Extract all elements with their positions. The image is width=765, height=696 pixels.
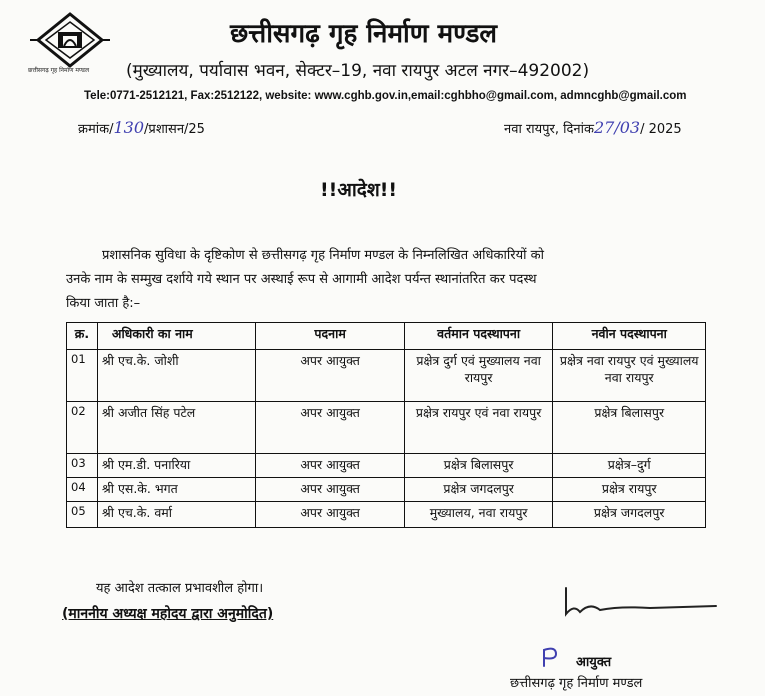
table-row (67, 402, 706, 454)
reference-date (504, 118, 682, 137)
table-row (67, 454, 706, 478)
cell-current-posting: प्रक्षेत्र बिलासपुर (404, 454, 553, 478)
order-heading: !!आदेश!! (320, 179, 398, 201)
body-line-3: किया जाता है:– (66, 296, 141, 311)
transfer-table (66, 322, 706, 528)
table-row (67, 502, 706, 528)
cell-serial: 02 (67, 402, 98, 454)
signature-icon (560, 584, 720, 620)
cell-current-posting: मुख्यालय, नवा रायपुर (404, 502, 553, 528)
cell-current-posting: प्रक्षेत्र जगदलपुर (404, 478, 553, 502)
cell-officer-name: श्री एच.के. वर्मा (97, 502, 256, 528)
cell-designation: अपर आयुक्त (256, 402, 404, 454)
table-row (67, 478, 706, 502)
cell-current-posting: प्रक्षेत्र दुर्ग एवं मुख्यालय नवा रायपुर (404, 350, 553, 402)
logo-caption: छत्तीसगढ़ गृह निर्माण मण्डल (28, 67, 90, 74)
cell-officer-name: श्री अजीत सिंह पटेल (97, 402, 256, 454)
date-day: 27 (593, 118, 615, 137)
cell-serial: 03 (67, 454, 98, 478)
cell-new-posting: प्रक्षेत्र जगदलपुर (553, 502, 706, 528)
cell-officer-name: श्री एच.के. जोशी (97, 350, 256, 402)
cell-new-posting: प्रक्षेत्र रायपुर (553, 478, 706, 502)
initial-mark-icon (538, 646, 562, 668)
cell-serial: 01 (67, 350, 98, 402)
date-month: 03 (619, 118, 641, 137)
signatory-title: आयुक्त (576, 655, 612, 670)
approval-note: (माननीय अध्यक्ष महोदय द्वारा अनुमोदित) (62, 606, 274, 622)
order-body (66, 244, 706, 316)
date-year: / 2025 (640, 122, 682, 137)
organization-address: (मुख्यालय, पर्यावास भवन, सेक्टर–19, नवा रायपुर अटल नगर–492002) (126, 61, 590, 81)
column-header-officer-name: अधिकारी का नाम (97, 323, 256, 350)
column-header-designation: पदनाम (256, 323, 404, 350)
body-line-2: उनके नाम के सम्मुख दर्शाये गये स्थान पर अस्थाई रूप से आगामी आदेश पर्यन्त स्थानांतरित कर पदस्थ (66, 272, 537, 287)
cell-current-posting: प्रक्षेत्र रायपुर एवं नवा रायपुर (404, 402, 553, 454)
date-separator: / (614, 118, 620, 137)
cell-officer-name: श्री एम.डी. पनारिया (97, 454, 256, 478)
effective-note: यह आदेश तत्काल प्रभावशील होगा। (96, 581, 264, 596)
column-header-current-posting: वर्तमान पदस्थापना (404, 323, 553, 350)
cell-new-posting: प्रक्षेत्र बिलासपुर (553, 402, 706, 454)
cell-designation: अपर आयुक्त (256, 502, 404, 528)
date-prefix: नवा रायपुर, दिनांक (504, 122, 594, 137)
reference-prefix: क्रमांक/ (78, 122, 114, 137)
cell-serial: 05 (67, 502, 98, 528)
reference-number (78, 118, 205, 137)
cell-new-posting: प्रक्षेत्र नवा रायपुर एवं मुख्यालय नवा रायपुर (553, 350, 706, 402)
cell-new-posting: प्रक्षेत्र–दुर्ग (553, 454, 706, 478)
cghb-logo-icon (28, 12, 112, 72)
cell-designation: अपर आयुक्त (256, 350, 404, 402)
table-row (67, 350, 706, 402)
reference-suffix: /प्रशासन/25 (144, 122, 205, 137)
cell-designation: अपर आयुक्त (256, 454, 404, 478)
table-header-row (67, 323, 706, 350)
reference-handwritten-number: 130 (113, 118, 145, 137)
body-line-1: प्रशासनिक सुविधा के दृष्टिकोण से छत्तीसगढ़ गृह निर्माण मण्डल के निम्नलिखित अधिकारियों को (102, 248, 544, 263)
signatory-organization: छत्तीसगढ़ गृह निर्माण मण्डल (510, 676, 643, 691)
column-header-serial: क्र. (67, 323, 98, 350)
column-header-new-posting: नवीन पदस्थापना (553, 323, 706, 350)
cell-designation: अपर आयुक्त (256, 478, 404, 502)
organization-name: छत्तीसगढ़ गृह निर्माण मण्डल (230, 19, 498, 49)
cell-serial: 04 (67, 478, 98, 502)
organization-contact: Tele:0771-2512121, Fax:2512122, website: www.cghb.gov.in,email:cghbho@gmail.com, admncghb@gmail.com (84, 90, 687, 102)
cell-officer-name: श्री एस.के. भगत (97, 478, 256, 502)
